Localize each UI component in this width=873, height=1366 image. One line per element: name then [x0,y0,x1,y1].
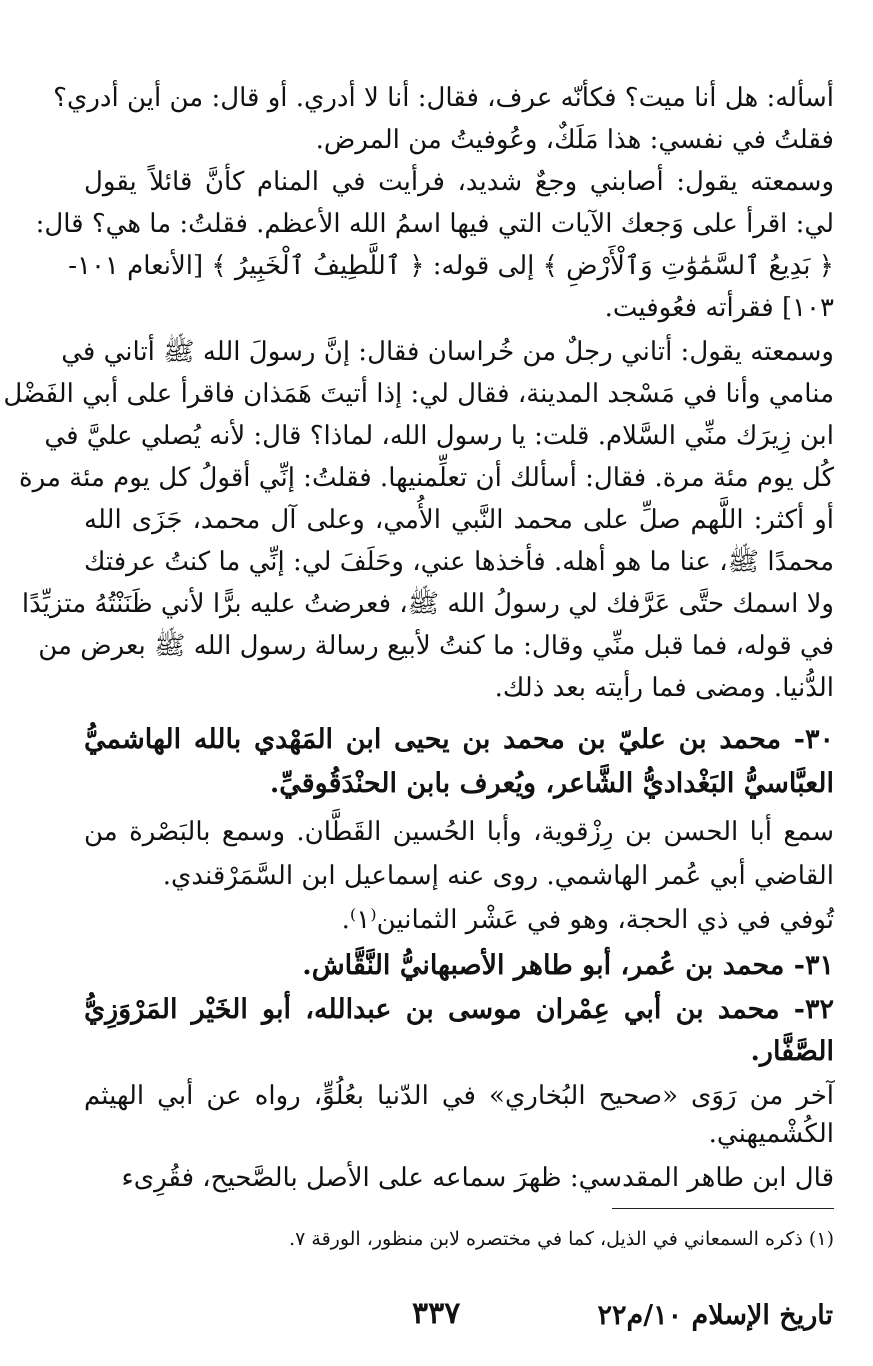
text-line: في قوله، فما قبل منِّي وقال: ما كنتُ لأبيع رسالة رسول الله ﷺ بعرض من [38,631,834,661]
text-line: أو أكثر: اللَّهم صلِّ على محمد النَّبي الأُمي، وعلى آل محمد، جَزَى الله [84,505,834,535]
text-line: فقلتُ في نفسي: هذا مَلَكٌ، وعُوفيتُ من المرض. [315,125,834,155]
entry-heading-30: ٣٠- محمد بن عليّ بن محمد بن يحيى ابن المَهْدي بالله الهاشميُّ [84,724,834,755]
text-line: وسمعته يقول: أتاني رجلٌ من خُراسان فقال: إنَّ رسولَ الله ﷺ أتاني في [61,337,834,367]
text-line: الدُّنيا. ومضى فما رأيته بعد ذلك. [494,673,834,703]
entry-heading-31: ٣١- محمد بن عُمر، أبو طاهر الأصبهانيُّ النَّقَّاش. [302,950,834,981]
text-line: وسمعته يقول: أصابني وجعٌ شديد، فرأيت في المنام كأنَّ قائلاً يقول [84,167,834,197]
entry-heading-32-cont: الصَّفَّار. [750,1036,834,1067]
text-line: ابن زِيرَك منِّي السَّلام. قلت: يا رسول الله، لماذا؟ قال: لأنه يُصلي عليَّ في [44,421,834,451]
text-line: ولا اسمك حتَّى عَرَّفك لي رسولُ الله ﷺ، فعرضتُ عليه برًّا لأني ظَنَنْتُهُ متزيِّدًا [21,589,834,619]
text-line: ١٠٣] فقرأته فعُوفيت. [604,293,834,323]
text-line: لي: اقرأ على وَجعك الآيات التي فيها اسمُ الله الأعظم. فقلتُ: ما هي؟ قال: [35,209,834,239]
text-line: منامي وأنا في مَسْجد المدينة، فقال لي: إذا أتيتَ هَمَذان فاقرأ على أبي الفَضْل [3,379,834,409]
entry-heading-32: ٣٢- محمد بن أبي عِمْران موسى بن عبدالله، أبو الخَيْر المَرْوَزِيُّ [84,994,834,1025]
entry-heading-30-cont: العبَّاسيُّ البَغْداديُّ الشَّاعر، ويُعرف بابن الحنْدَقُوقيِّ. [269,768,834,799]
text-line: تُوفي في ذي الحجة، وهو في عَشْر الثمانين⁽١⁾. [341,905,834,935]
text-line: محمدًا ﷺ، عنا ما هو أهله. فأخذها عني، وحَلَفَ لي: إنِّي ما كنتُ عرفتك [84,547,834,577]
text-line: آخر من رَوَى «صحيح البُخاري» في الدّنيا بعُلُوٍّ، رواه عن أبي الهيثم [84,1081,834,1111]
text-line: القاضي أبي عُمر الهاشمي. روى عنه إسماعيل ابن السَّمَرْقندي. [162,861,834,891]
text-line: كُل يوم مئة مرة. فقال: أسألك أن تعلِّمنيها. فقلتُ: إنِّي أقولُ كل يوم مئة مرة [19,463,834,493]
page-number: ٣٣٧ [412,1296,461,1331]
text-line: سمع أبا الحسن بن رِزْقوية، وأبا الحُسين القَطَّان. وسمع بالبَصْرة من [84,817,834,847]
text-line: قال ابن طاهر المقدسي: ظهرَ سماعه على الأصل بالصَّحيح، فقُرِىء [121,1163,834,1193]
text-line: الكُشْميهني. [708,1119,834,1149]
book-volume-label: تاريخ الإسلام ١٠/م٢٢ [597,1300,833,1331]
footnote-rule [612,1208,834,1209]
footnote: (١) ذكره السمعاني في الذيل، كما في مختصره لابن منظور، الورقة ٧. [289,1228,834,1250]
quran-verse-line: ﴿ بَدِيعُ ٱلسَّمَٰوَٰتِ وَٱلْأَرْضِ ﴾ إلى قوله: ﴿ ٱللَّطِيفُ ٱلْخَبِيرُ ﴾ [الأنعام ١٠١- [68,251,834,281]
text-line: أسأله: هل أنا ميت؟ فكأنّه عرف، فقال: أنا لا أدري. أو قال: من أين أدري؟ [53,83,834,113]
